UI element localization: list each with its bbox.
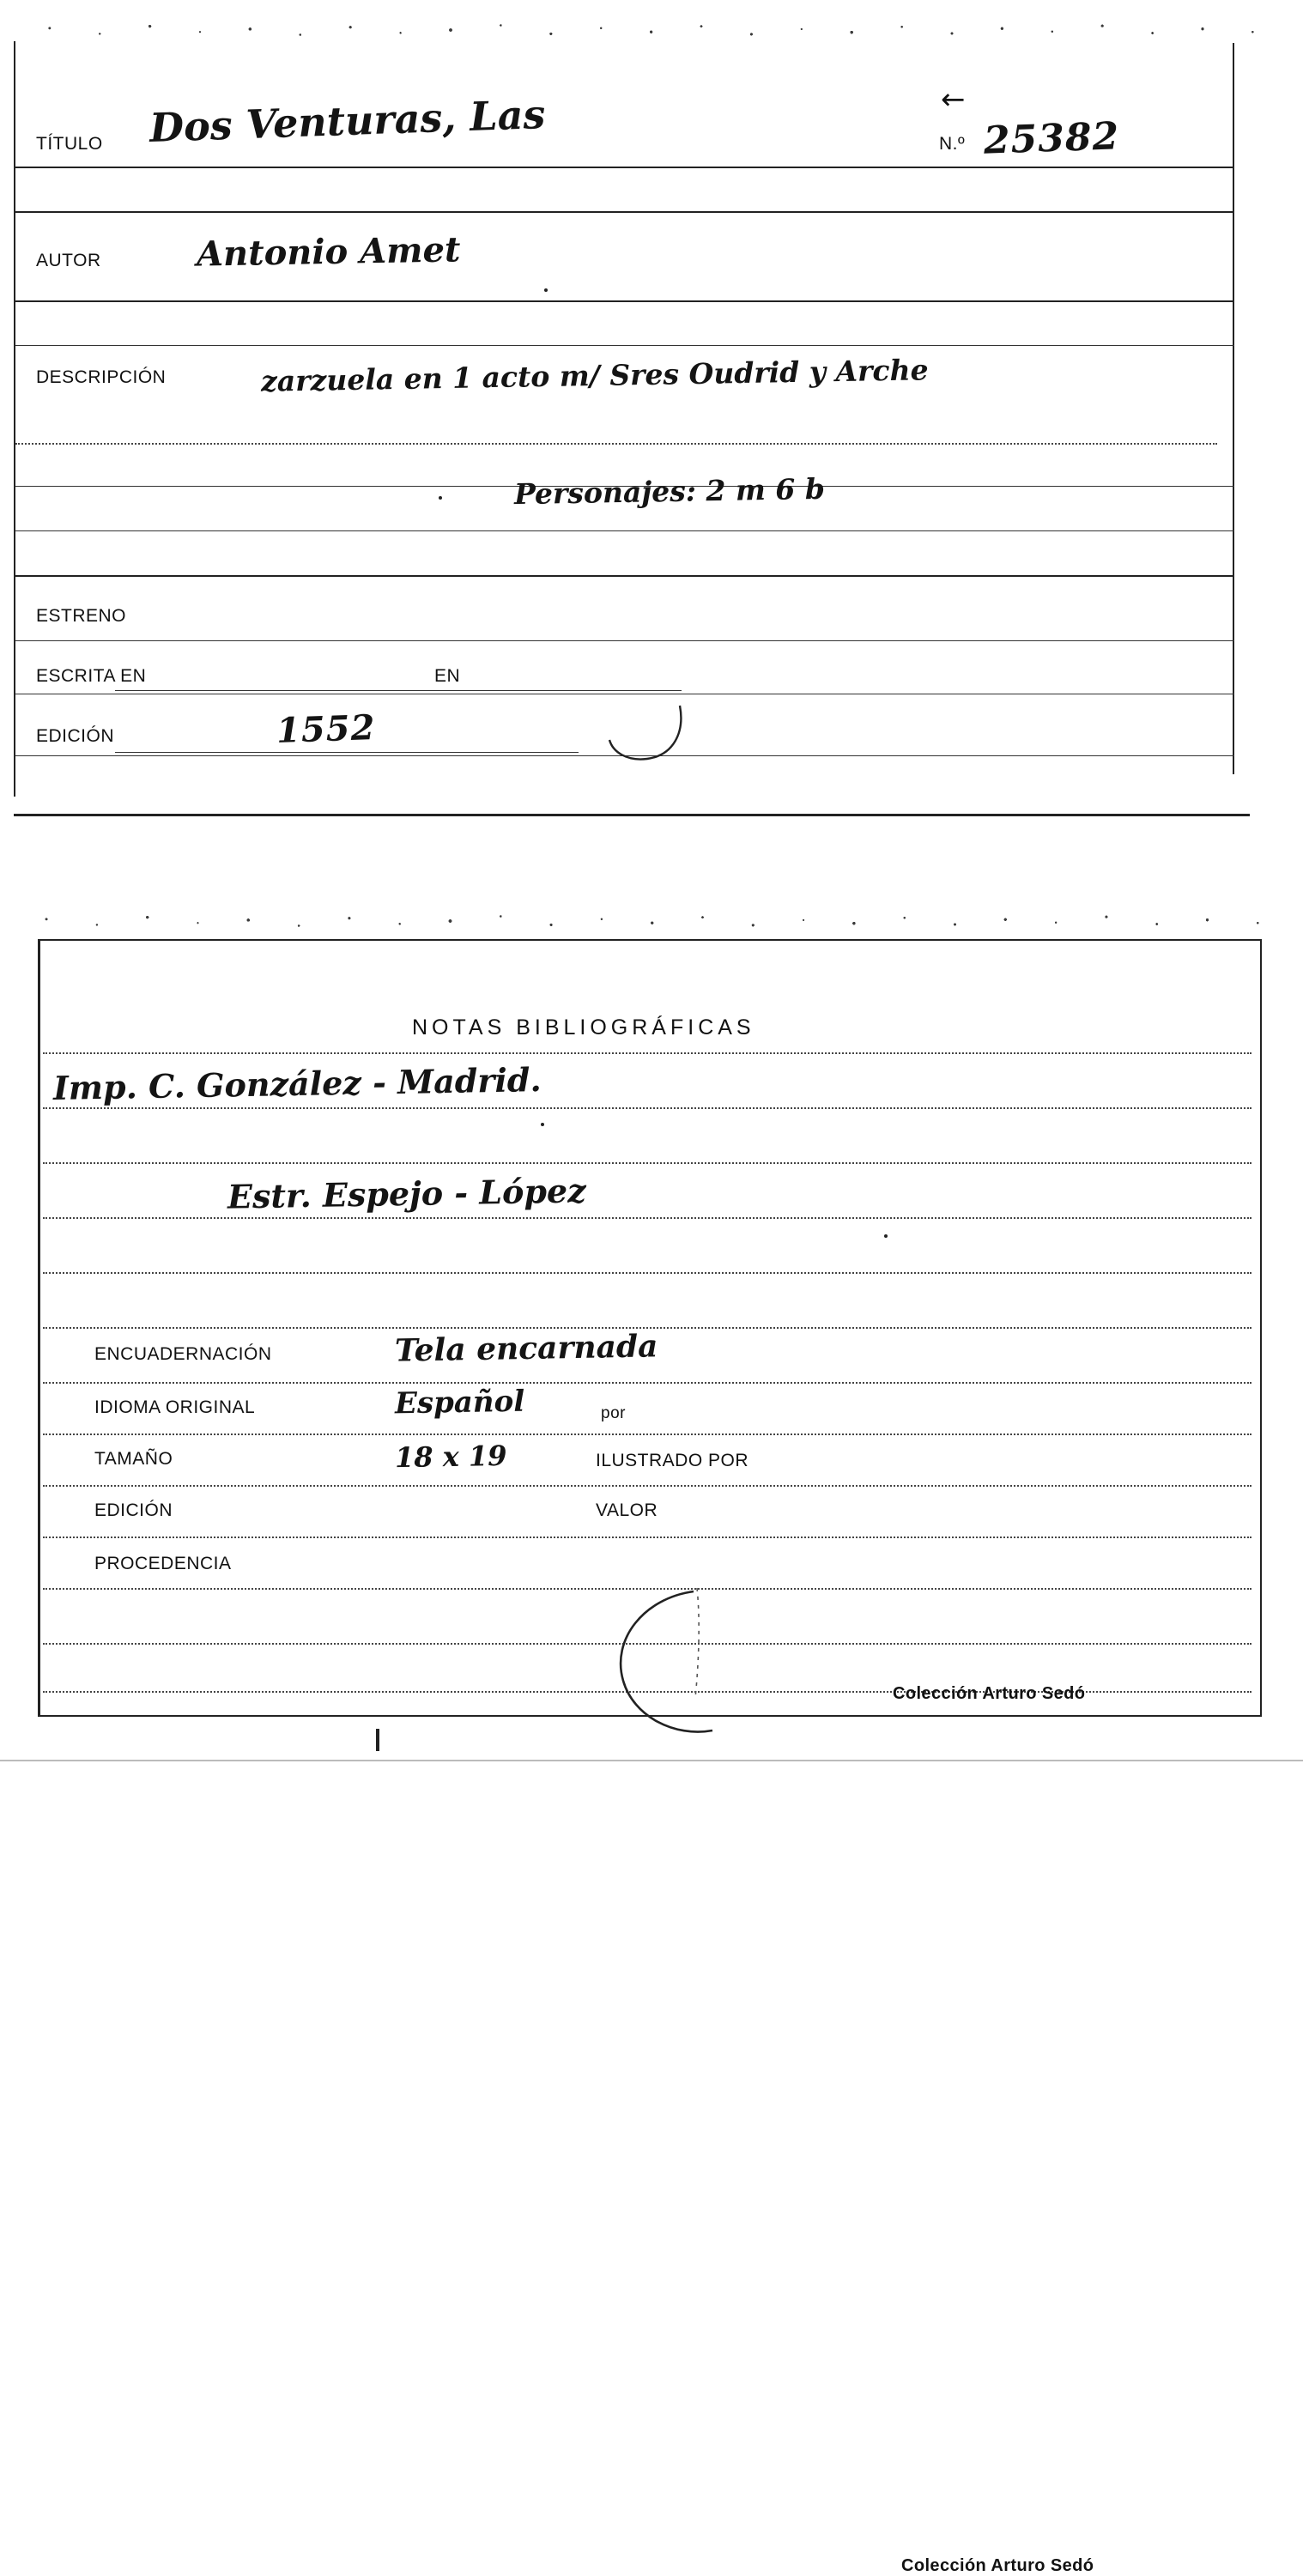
label-titulo: TÍTULO bbox=[36, 134, 103, 154]
value-edicion: 1552 bbox=[276, 707, 377, 751]
ink-dot-3 bbox=[541, 1123, 544, 1126]
value-note-1: Imp. C. González - Madrid. bbox=[52, 1060, 542, 1107]
pen-flourish-large bbox=[592, 1586, 773, 1749]
rule-escrita-en-underline bbox=[115, 690, 682, 691]
rule-idioma bbox=[43, 1433, 1251, 1435]
rule-notes-5 bbox=[43, 1272, 1251, 1274]
label-escrita-en: ESCRITA EN bbox=[36, 666, 147, 686]
label-en: EN bbox=[434, 666, 461, 686]
rule-notes-1 bbox=[43, 1052, 1251, 1054]
value-titulo: Dos Venturas, Las bbox=[148, 90, 547, 152]
rule-notes-3 bbox=[43, 1162, 1251, 1164]
value-tamano: 18 x 19 bbox=[394, 1439, 507, 1475]
card-bottom-top-border bbox=[38, 939, 1262, 941]
label-encuadernacion: ENCUADERNACIÓN bbox=[94, 1344, 272, 1364]
card-bottom-bottom-border bbox=[38, 1715, 1262, 1717]
rule-estreno bbox=[15, 640, 1234, 641]
label-numero: N.º bbox=[939, 134, 966, 154]
value-encuadernacion: Tela encarnada bbox=[394, 1328, 658, 1369]
label-valor: VALOR bbox=[596, 1500, 658, 1520]
rule-notes-4 bbox=[43, 1217, 1251, 1219]
catalog-card-top bbox=[12, 15, 1265, 822]
rule-procedencia-2 bbox=[43, 1643, 1251, 1645]
value-idioma-original: Español bbox=[394, 1384, 525, 1421]
label-procedencia: PROCEDENCIA bbox=[94, 1554, 232, 1573]
rule-description-dotted bbox=[15, 443, 1217, 445]
label-estreno: ESTRENO bbox=[36, 606, 127, 626]
label-tamano: TAMAÑO bbox=[94, 1449, 173, 1469]
card-bottom-right-border bbox=[1260, 939, 1262, 1717]
torn-paper-edge-top bbox=[12, 21, 1265, 39]
card-right-border bbox=[1233, 43, 1234, 774]
ink-dot-2 bbox=[439, 496, 442, 500]
label-edicion-bottom: EDICIÓN bbox=[94, 1500, 173, 1520]
catalog-card-bottom bbox=[9, 908, 1270, 2575]
torn-paper-edge-bottom bbox=[9, 912, 1270, 930]
pen-flourish-curve bbox=[579, 702, 716, 779]
rule-title bbox=[15, 167, 1234, 168]
notas-bibliograficas-title: NOTAS BIBLIOGRÁFICAS bbox=[412, 1015, 755, 1039]
rule-description-c bbox=[15, 530, 1234, 531]
coleccion-arturo-sedo-label: Colección Arturo Sedó bbox=[893, 1684, 1086, 1703]
label-autor: AUTOR bbox=[36, 251, 101, 270]
value-numero: 25382 bbox=[983, 114, 1120, 163]
rule-author bbox=[15, 300, 1234, 302]
value-descripcion: zarzuela en 1 acto m/ Sres Oudrid y Arche bbox=[260, 353, 929, 398]
coleccion-footer: Colección Arturo Sedó bbox=[901, 2556, 1094, 2575]
label-ilustrado-por: ILUSTRADO POR bbox=[596, 1451, 749, 1470]
value-autor: Antonio Amet bbox=[196, 229, 461, 275]
ink-dot-1 bbox=[544, 288, 548, 292]
rule-edicion-bottom bbox=[43, 1537, 1251, 1538]
label-por: por bbox=[601, 1404, 626, 1422]
card-bottom-left-border bbox=[38, 939, 40, 1717]
card-left-border bbox=[14, 41, 15, 797]
ink-dot-4 bbox=[884, 1234, 888, 1238]
value-note-2: Estr. Espejo - López bbox=[227, 1171, 587, 1216]
label-descripcion: DESCRIPCIÓN bbox=[36, 367, 167, 387]
rule-author-top bbox=[15, 211, 1234, 213]
rule-procedencia bbox=[43, 1588, 1251, 1590]
label-edicion: EDICIÓN bbox=[36, 726, 115, 746]
rule-estreno-top bbox=[15, 575, 1234, 577]
rule-edicion bbox=[15, 755, 1234, 756]
label-idioma-original: IDIOMA ORIGINAL bbox=[94, 1397, 256, 1417]
rule-description-a bbox=[15, 345, 1234, 346]
rule-notes-2 bbox=[43, 1107, 1251, 1109]
rule-edicion-underline bbox=[115, 752, 579, 753]
value-descripcion-line2: Personajes: 2 m 6 b bbox=[513, 471, 826, 512]
rule-encuadernacion bbox=[43, 1382, 1251, 1384]
page-bottom-edge bbox=[0, 1760, 1303, 1761]
card-bottom-border bbox=[14, 814, 1250, 816]
bottom-tick-mark bbox=[376, 1729, 379, 1751]
rule-tamano bbox=[43, 1485, 1251, 1487]
arrow-mark-icon: ← bbox=[941, 82, 966, 117]
